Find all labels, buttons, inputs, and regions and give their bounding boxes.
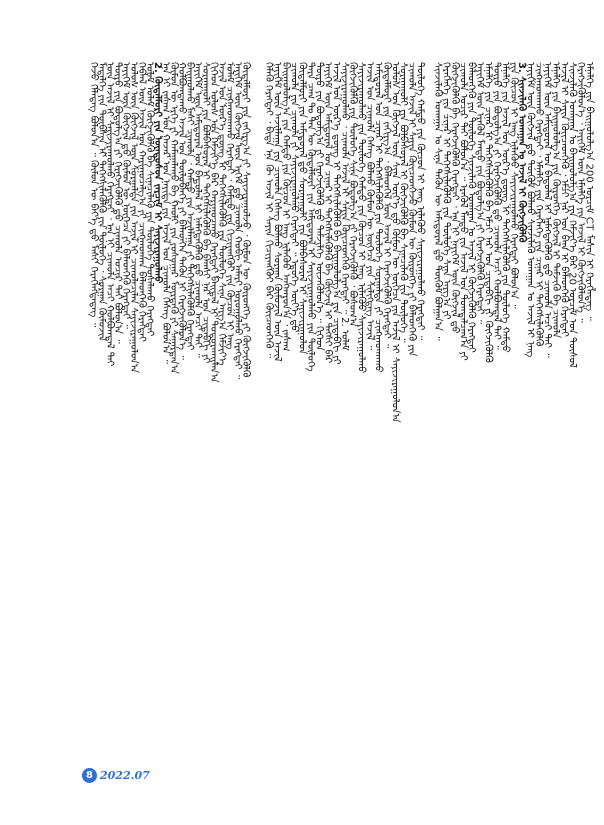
text-line-content: ᠲᠥᠷᠥ ᠶᠢᠨ ᠪᠣᠳᠤᠯᠭ᠎ᠠ ᠶᠢ ᠬᠡᠷᠡᠭᠵᠢᠭᠦᠯᠬᠦ ᠳ᠋ᠦ ᠴᠢᠬᠤᠯᠠ ᠠᠴᠢ ᠬᠣᠯᠪᠣᠭᠳᠠᠯ ᠲᠠᠢ ᠃ [490,62,502,350]
text-line-content: ᠡᠨᠡ ᠨᠢ ᠵᠠᠰᠠᠭ ᠤᠨ ᠭᠠᠵᠠᠷ ᠤᠨ ᠨᠡᠶᠢᠲᠡ ᠶᠢᠨ ᠠᠵᠢᠯ ᠤᠨ ᠴᠢᠬᠤᠯᠠ ᠬᠡᠰᠡᠭ ᠪᠣᠯᠤᠨ᠎ᠠ ᠃ [160,62,171,364]
page-footer [82,766,150,784]
text-line-content: ᠪᠠᠢᠭᠤᠯᠬᠤ ᠮᠠᠰᠢ ᠴᠢᠬᠤᠯᠠ ᠂ ᠬᠠᠮᠲᠤ ᠶᠢᠨ ᠠᠵᠢᠯᠯᠠᠭᠠ ᠶᠢ ᠳᠡᠭᠡᠭᠰᠢᠯᠡᠭᠦᠯᠬᠦ ᠬᠡᠷᠡᠭᠲᠡᠢ [184,62,195,351]
text-line-content: ᠡᠮᠨᠡᠯᠭᠡ ᠶᠢᠨ ᠠᠵᠢᠯ ᠤᠨ ᠦᠷ᠎ᠡ ᠳ᠋ᠦᠩ ᠢ ᠳᠡᠭᠡᠭᠰᠢᠯᠡᠭᠦᠯᠬᠦ ᠶᠢᠨ ᠲᠥᠯᠥᠭᠡ ᠬᠠᠮᠲᠤ [499,62,511,353]
text-line-content: ᠰᠠᠶᠢᠵᠢᠷᠠᠭᠤᠯᠬᠤ ᠂ ᠴᠢᠬᠤᠯᠠ ᠠᠵᠢᠯ ᠢ ᠰᠠᠶᠢᠨ ᠭᠦᠢᠴᠡᠳᠬᠡᠬᠦ ᠬᠡᠷᠡᠭᠲᠡᠢ ᠃ 2. ᠤᠯᠠᠮ [338,62,350,351]
text-line-content: ᠴᠢᠬᠤᠯᠠ ᠤᠴᠢᠷ ᠲᠠᠢ ᠪᠣᠯᠤᠨ᠎ᠠ ᠃ ᠡᠷᠡᠭᠦᠯ ᠮᠡᠨᠳᠦ ᠶᠢᠨ ᠠᠵᠢᠯ ᠤᠨ ᠲᠣᠭᠲᠠᠯᠴᠠᠭ᠎ᠠ ᠶᠢ [457,62,469,361]
text-line-content: ᠦᠨ ᠠᠵᠢᠯ ᠢ ᠰᠠᠶᠢᠵᠢᠷᠠᠭᠤᠯᠬᠤ ᠬᠡᠷᠡᠭᠲᠡᠢ ᠂ ᠡᠨᠡ ᠨᠢ ᠴᠢᠬᠤᠯᠠ ᠠᠴᠢ ᠬᠣᠯᠪᠣᠭᠳᠠᠯ ᠲᠠᠢ [104,62,115,367]
issue-date: 2022.07 [100,768,150,782]
text-line-content: 2. ᠬᠥᠳᠡᠯᠮᠦᠷᠢ ᠶᠢᠨ ᠦᠨᠳᠦᠰᠦᠨ ᠵᠠᠷᠴᠢᠮ ᠢ ᠰᠠᠶᠢᠵᠢᠷᠠᠭᠤᠯᠬᠤ [152,62,163,284]
text-line-content: ᠤᠯᠠᠮ ᠤᠯᠠᠮ ᠬᠥᠭᠵᠢᠭᠦᠯᠬᠦ ᠪᠠ ᠰᠢᠨᠡᠴᠢᠯᠡᠬᠦ ᠶᠢᠨ ᠲᠥᠯᠥᠭᠡ ᠲᠤᠰᠠᠯᠠᠬᠤ ᠬᠡᠷᠡᠭᠲᠡᠢ [144,62,155,337]
text-line-content: ᠬᠡᠯᠡᠬᠦ ᠬᠡᠷᠡᠭᠲᠡᠢ ᠂ ᠪᠢᠳᠡ ᠡᠨᠡ ᠬᠦ ᠠᠵᠢᠯ ᠢ ᠰᠠᠶᠢᠨ ᠬᠢᠴᠢᠶᠡᠩᠭᠦᠢ ᠪᠡᠷ ᠭᠦᠢᠴᠡᠳᠬᠡᠬᠦ ᠃ [263,62,274,359]
text-line-content: ᠬᠡᠷᠡᠭᠵᠢᠭᠦᠯᠦᠨ᠎ᠡ ᠂ ᠨᠡᠶᠢᠭᠡᠮ ᠦᠨ ᠡᠮᠨᠡᠯᠭᠡ ᠶᠢᠨ ᠠᠵᠢᠯ ᠢ ᠬᠥᠭᠵᠢᠭᠦᠯᠦᠨ᠎ᠡ ᠃ [575,62,587,323]
text-line-content: ᠶᠢᠨ ᠬᠦᠴᠦᠨ ᠢ ᠨᠡᠩ ᠢᠯᠡᠭᠦᠦ ᠰᠠᠶᠢᠵᠢᠷᠠᠭᠤᠯᠬᠤ ᠬᠡᠷᠡᠭᠲᠡᠢ ᠪᠣᠯᠤᠨ᠎ᠠ ᠃ [507,62,519,309]
text-line-content: ᠤᠯᠤᠰ ᠦᠨ ᠬᠥᠭᠵᠢᠯ ᠦᠨ ᠰᠤᠷᠭᠠᠯᠲᠠ ᠶᠢᠨ ᠠᠵᠢᠯ ᠢ ᠴᠢᠬᠤᠯᠠᠴᠢᠯᠠᠨ ᠰᠠᠶᠢᠵᠢᠷᠠᠭᠤᠯᠤᠨ᠎ᠠ [128,62,139,374]
text-line-content: ᠬᠥᠳᠡᠯᠮᠦᠷᠢ ᠶᠢᠨ ᠠᠮᠢᠳᠤᠷᠠᠯ ᠳ᠋ᠦ ᠰᠤᠷᠭᠠᠭᠤᠯᠢ ᠶᠢᠨ ᠪᠣᠯᠪᠠᠰᠤᠷᠠᠯ ᠢ ᠰᠠᠶᠢᠵᠢᠷᠠᠭᠤᠯᠤᠨ [296,62,308,355]
text-line-content: ᠬᠥᠭᠵᠢᠭᠦᠯᠬᠦ ᠶᠢᠨ ᠲᠥᠯᠥᠭᠡ ᠰᠢᠨᠡ ᠪᠣᠳᠤᠯᠭ᠎ᠠ ᠶᠢ ᠬᠡᠷᠡᠭᠵᠢᠭᠦᠯᠬᠦ ᠂ ᠪᠣᠰᠣᠭ᠎ᠠ [347,62,359,328]
text-line-content: ᠤᠯᠠᠮ ᠴᠢᠩᠭᠠᠳᠬᠠᠬᠤ ᠬᠡᠷᠡᠭᠲᠡᠢ ᠂ ᠬᠠᠮᠲᠤ ᠶᠢᠨ ᠬᠢᠴᠢᠶᠡᠩᠭᠦᠢ ᠶᠢᠨ ᠬᠦᠴᠦᠨ ᠢ ᠨᠡᠩ [224,62,235,350]
text-line-content: ᠰᠤᠷᠭᠠᠭᠤᠯᠢ ᠶᠢᠨ ᠪᠣᠯᠪᠠᠰᠤᠷᠠᠯ ᠢ ᠳᠡᠭᠡᠭᠰᠢᠯᠡᠭᠦᠯᠬᠦ ᠪᠠ ᠪᠠᠭᠰᠢ ᠨᠠᠷ ᠤᠨ ᠴᠢᠳᠠᠪᠬᠢ ᠶᠢ [200,62,211,364]
text-line-content: ᠬᠥᠳᠡᠯᠮᠦᠷᠢ ᠶᠢᠨ ᠵᠠᠬᠢᠷᠭ᠎ᠠ ᠶᠢ ᠰᠠᠶᠢᠵᠢᠷᠠᠭᠤᠯᠵᠤ ᠂ ᠬᠦᠮᠦᠨ ᠦ ᠬᠥᠷᠥᠩᠭᠡ ᠶᠢ ᠬᠥᠭᠵᠢᠭᠦᠯᠬᠦ [240,62,251,378]
text-line-content: ᠠᠵᠢᠯ ᠤᠨ ᠦᠷ᠎ᠡ ᠳ᠋ᠦᠩ ᠢ ᠳᠡᠭᠡᠭᠰᠢᠯᠡᠭᠦᠯᠬᠦ ᠪᠠ ᠪᠠᠢᠭᠤᠯᠤᠯᠭ᠎ᠠ ᠶᠢᠨ ᠴᠢᠳᠠᠪᠬᠢ ᠶᠢ [330,62,342,365]
text-line-content: ᠲᠥᠷᠥ ᠶᠢᠨ ᠪᠣᠳᠤᠯᠭ᠎ᠠ ᠶᠢ ᠬᠡᠷᠡᠭᠵᠢᠭᠦᠯᠬᠦ ᠳ᠋ᠦ ᠳᠡᠮᠵᠢᠯᠭᠡ ᠦᠵᠡᠭᠦᠯᠦᠨ᠎ᠡ ᠃ ᠬᠢᠭᠡᠳ [313,62,325,351]
text-line-content: ᠰᠠᠶᠢᠵᠢᠷᠠᠭᠤᠯᠬᠤ ᠶᠢᠨ ᠲᠥᠯᠥᠭᠡ ᠬᠠᠮᠲᠤ ᠶᠢᠨ ᠬᠦᠴᠦᠨ ᠢ ᠨᠡᠩ ᠢᠯᠡᠭᠦᠦ ᠰᠠᠶᠢᠵᠢᠷᠠᠭᠤᠯᠬᠤ [355,62,367,374]
text-column-left [86,62,251,752]
text-line-content: ᠭᠡᠵᠦ ᠬᠡᠯᠡᠳᠡᠭ ᠪᠣᠯᠤᠨ᠎ᠠ ᠃ ᠬᠦᠮᠦᠨ ᠦ ᠪᠡᠶ᠎ᠡ ᠳ᠋ᠦ ᠮᠠᠰᠢ ᠬᠡᠷᠡᠭᠯᠡᠭᠳᠡᠳᠡᠭ ᠃ [88,62,99,328]
text-line-content: ᠴᠢᠬᠤᠯᠠ ᠠᠵᠢᠯ ᠢ ᠰᠠᠶᠢᠨ ᠭᠦᠢᠴᠡᠳᠬᠡᠵᠦ ᠬᠦᠮᠦᠨ ᠦ ᠬᠥᠷᠥᠩᠭᠡ ᠶᠢ ᠪᠡᠯᠡᠳᠬᠡᠬᠦ ᠶᠢᠨ [406,62,418,357]
text-line [238,62,252,752]
text-line [413,62,427,752]
text-line-content: ᠮᠡᠳᠡᠯᠭᠡ ᠶᠢᠨ ᠲᠦᠪᠰᠢᠨ ᠢ ᠳᠡᠭᠡᠭᠰᠢᠯᠡᠭᠦᠯᠬᠦ ᠶᠢᠨ ᠲᠥᠯᠥᠭᠡ ᠂ ᠰᠤᠷᠭᠠᠨ ᠬᠥᠮᠦᠵᠢᠯ [96,62,107,341]
text-line-content: ᠲᠥᠷᠥ ᠶᠢᠨ ᠪᠣᠳᠤᠯᠭ᠎ᠠ ᠶᠢ ᠬᠡᠷᠡᠭᠵᠢᠭᠦᠯᠬᠦ ᠳ᠋ᠦ ᠴᠢᠬᠤᠯᠠ ᠤᠴᠢᠷ ᠲᠠᠢ ᠪᠣᠯᠤᠨ᠎ᠠ ᠃ [112,62,123,344]
text-line-content: ᠲᠡᠷᠡ ᠴᠠᠭ ᠲᠤ ᠲᠠᠨ ᠦ ᠬᠥᠳᠡᠯᠮᠦᠷᠢ ᠶᠢᠨ ᠠᠮᠢᠳᠤᠷᠠᠯ ᠢ ᠰᠠᠶᠢᠵᠢᠷᠠᠭᠤᠯᠬᠤ ᠶᠢᠨ ᠲᠥᠯᠥᠭᠡ [305,62,317,372]
text-line-content: ᠨᠡᠶᠢᠭᠡᠮ ᠦᠨ ᠠᠵᠢᠯᠯᠠᠭᠠ ᠶᠢᠨ ᠴᠢᠬᠤᠯᠠ ᠬᠡᠰᠡᠭ ᠪᠣᠯᠬᠤ ᠰᠤᠷᠭᠠᠨ ᠬᠥᠮᠦᠵᠢᠯ ᠦᠨ ᠠᠵᠢᠯ [271,62,283,362]
text-line-content: ᠠᠵᠢᠯ ᠤᠨ ᠦᠷ᠎ᠡ ᠳ᠋ᠦᠩ ᠢ ᠳᠡᠭᠡᠭᠰᠢᠯᠡᠭᠦᠯᠬᠦ ᠶᠢᠨ ᠲᠥᠯᠥᠭᠡ ᠰᠢᠨᠡ ᠠᠷᠭ᠎ᠠ ᠬᠡᠮᠵᠢᠶ᠎ᠡ [216,62,227,366]
text-line-content: ᠨᠡᠶᠢᠭᠡᠮ ᠦᠨ ᠠᠮᠢᠳᠤᠷᠠᠯ ᠤᠨ ᠪᠠᠲᠤᠯᠠᠯ ᠢ ᠨᠡᠮᠡᠭᠳᠡᠭᠦᠯᠬᠦ ᠳ᠋ᠦ ᠴᠢᠬᠤᠯᠠ ᠠᠴᠢ ᠲᠠᠢ ᠃ [192,62,203,358]
text-line-content: ᠴᠢᠩᠭᠠᠳᠬᠠᠬᠤ ᠬᠡᠷᠡᠭᠲᠡᠢ ᠂ ᠡᠮᠨᠡᠯᠭᠡ ᠶᠢᠨ ᠬᠡᠷᠡᠭᠯᠡᠭᠡ ᠶᠢᠨ ᠴᠢᠨᠠᠷ ᠢ ᠳᠡᠭᠡᠭᠰᠢᠯᠡᠭᠦᠯᠬᠦ [533,62,545,347]
text-line-content: ᠠᠵᠢᠯ ᠤᠨ ᠴᠢᠬᠤᠯᠠ ᠬᠡᠰᠡᠭ ᠪᠣᠯᠬᠤ ᠬᠦᠮᠦᠨ ᠦ ᠨᠥᠭᠡᠴᠡ ᠶᠢᠨ ᠰᠢᠯᠢᠭᠳᠡᠭ ᠠᠵᠢᠯ ᠃ [364,62,376,351]
text-line [582,62,596,752]
text-line-content: ᠪᠡᠯᠡᠳᠬᠡᠬᠦ ᠶᠢᠨ ᠲᠥᠯᠥᠭᠡ ᠰᠢᠨᠵᠢᠯᠡᠬᠦ ᠤᠬᠠᠭᠠᠨ ᠤ ᠠᠵᠢᠯ ᠢ ᠬᠥᠭᠵᠢᠭᠦᠯᠬᠦ ᠬᠡᠷᠡᠭᠲᠡᠢ [465,62,477,353]
text-line-content: ᠬᠡᠪᠯᠡᠯ ᠦᠨ ᠠᠵᠢᠯ ᠤᠨ ᠬᠠᠷᠢᠭᠤᠴᠠᠯᠭ᠎ᠠ ᠶᠢ ᠴᠢᠩᠭᠠᠳᠬᠠᠨ ᠪᠡᠯᠡᠳᠬᠡᠬᠦ ᠬᠡᠷᠡᠭᠲᠡᠢ [136,62,147,342]
text-line-content: ᠬᠥᠭᠵᠢᠭᠦᠯᠬᠦ ᠪᠠ ᠬᠡᠷᠡᠭᠵᠢᠭᠦᠯᠬᠦ ᠬᠡᠷᠡᠭᠲᠡᠢ ᠂ ᠡᠨᠡ ᠨᠢ ᠨᠡᠶᠢᠭᠡᠮ ᠦᠨ ᠬᠥᠭᠵᠢᠯ ᠳ᠋ᠦ [448,62,460,334]
text-line-content: ᠡᠮᠨᠡᠯᠭᠡ ᠶᠢᠨ ᠪᠠᠢᠭᠤᠯᠤᠯᠭ᠎ᠠ 200 ᠣᠷᠴᠢᠮ CT ᠮᠠᠰᠢᠨ ᠢ ᠬᠡᠷᠡᠭᠯᠡᠳᠡᠭ ᠃ [583,62,595,321]
page-number-badge: 8 [82,768,97,783]
text-line-content: ᠰᠢᠨᠵᠢᠯᠡᠬᠦ ᠤᠬᠠᠭᠠᠨ ᠤ ᠪᠠᠢᠭᠤᠯᠤᠯᠭ᠎ᠠ ᠶᠢᠨ ᠬᠡᠮᠵᠢᠶ᠎ᠡ ᠪᠡᠷ 20 ᠣᠷᠴᠢᠮ ᠤᠨ ᠲᠥᠰᠥᠯ [566,62,578,368]
text-line-content: ᠬᠦᠮᠦᠨ ᠦ ᠡᠷᠬᠡ ᠶᠢ ᠬᠠᠮᠠᠭᠠᠯᠠᠬᠤ ᠪᠠ ᠬᠠᠤᠯᠢ ᠶᠢᠨ ᠶᠣᠰᠣᠭᠠᠷ ᠮᠥᠷᠳᠡᠬᠦ ᠶᠢ ᠱᠠᠭᠠᠷᠳᠠᠨ᠎ᠠ [168,62,179,374]
text-line-content: ᠰᠢᠨᠵᠢᠯᠡᠬᠦ ᠤᠬᠠᠭᠠᠨ ᠤ ᠰᠢᠨᠡ ᠲᠡᠭᠦᠨ ᠦ ᠠᠮᠢᠳᠤᠷᠠᠯ ᠳ᠋ᠦ ᠳᠥᠭᠥᠮ ᠪᠣᠯᠭᠠᠨ᠎ᠠ ᠃ [432,62,443,341]
text-column-right [430,62,595,752]
text-line-content: ᠬᠣᠯᠪᠣᠭᠳᠠᠬᠤ ᠠᠵᠢᠯ ᠤᠨ ᠲᠥᠯᠥᠪᠯᠡᠭᠡ ᠶᠢ ᠪᠡᠯᠡᠳᠬᠡᠨ ᠲᠡᠭᠦᠨ ᠢ ᠬᠡᠷᠡᠭᠵᠢᠭᠦᠯᠦᠨ᠎ᠡ ᠃ [176,62,187,360]
text-line-content: ᠪᠠᠢᠭᠤᠯᠤᠯᠭ᠎ᠠ ᠶᠢᠨ ᠬᠠᠮᠲᠤ ᠶᠢᠨ ᠬᠦᠴᠦᠨ ᠢ ᠨᠡᠩ ᠢᠯᠡᠭᠦᠦ ᠠᠨᠭᠬᠠᠷᠤᠨ᠎ᠠ ᠂ ᠵᠠᠰᠠᠭ [279,62,291,352]
text-line-content: ᠤᠯᠤᠰ ᠤᠨ ᠬᠥᠭᠵᠢᠯ ᠦᠨ ᠰᠢᠨᠡ ᠦᠶ᠎ᠡ ᠳ᠋ᠦ ᠬᠦᠮᠦᠨ ᠦ ᠨᠥᠭᠡᠴᠡ ᠶᠢᠨ ᠠᠵᠢᠯ ᠢ ᠰᠠᠶᠢᠵᠢᠷᠠᠭᠤᠯᠤᠨ᠎ᠠ [389,62,401,423]
text-line-content: ᠴᠢᠬᠤᠯᠠ ᠶᠢᠨ ᠴᠢᠬᠤᠯᠠ ᠶᠢ ᠰᠠᠶᠢᠵᠢᠷᠠᠭᠤᠯᠬᠤ ᠬᠡᠷᠡᠭᠲᠡᠢ ᠃ ᠡᠳ᠋ᠦᠭᠡ ᠦᠶ᠎ᠡ ᠳ᠋ᠦ [288,62,300,333]
text-line-content: ᠠᠵᠢᠯ ᠢ ᠰᠠᠶᠢᠨ ᠭᠦᠢᠴᠡᠳᠬᠡᠬᠦ ᠂ ᠡᠮᠴᠢ ᠨᠠᠷ ᠤᠨ ᠪᠠᠭ ᠢ ᠪᠡᠯᠡᠳᠬᠡᠬᠦ ᠬᠡᠷᠡᠭᠲᠡᠢ [558,62,570,337]
text-line-content: ᠡᠮᠨᠡᠯᠭᠡ ᠶᠢᠨ ᠪᠠᠢᠭᠤᠯᠤᠯᠭ᠎ᠠ ᠶᠢᠨ ᠬᠥᠷᠥᠩᠭᠡ ᠬᠥᠭᠵᠢᠯ ᠢ ᠳᠡᠮᠵᠢᠬᠦ ᠪᠠ ᠴᠢᠬᠤᠯᠠ [549,62,561,339]
text-line-content: ᠨᠡᠶᠢᠭᠡᠮ ᠦᠨ ᠠᠮᠢᠳᠤᠷᠠᠯ ᠤᠨ ᠪᠠᠲᠤᠯᠠᠯ ᠢ ᠨᠡᠮᠡᠭᠳᠡᠭᠦᠯᠬᠦ ᠳ᠋ᠦ ᠴᠢᠬᠤᠯᠠ ᠠᠴᠢ ᠲᠠᠢ ᠃ [541,62,553,358]
text-line-content: ᠬᠢᠭᠡᠳ ᠤᠯᠤᠰ ᠤᠨ ᠬᠡᠮᠵᠢᠶ᠎ᠡ ᠪᠡᠷ ᠬᠠᠷᠢᠭᠤᠴᠠᠬᠤ ᠬᠡᠷᠡᠭᠲᠡᠢ ᠪᠠᠢᠳᠠᠯ ᠢ ᠲᠣᠳᠤᠷᠬᠠᠢᠯᠠᠨ᠎ᠠ [208,62,219,383]
text-line-content: ᠡᠮᠨᠡᠯᠭᠡ ᠶᠢᠨ ᠴᠢᠨᠠᠷ ᠢ ᠳᠡᠭᠡᠭᠰᠢᠯᠡᠭᠦᠯᠬᠦ ᠪᠠ ᠡᠮᠴᠢ ᠨᠠᠷ ᠤᠨ ᠴᠢᠳᠠᠪᠬᠢ ᠶᠢ ᠬᠥᠭᠵᠢᠭᠦᠯᠬᠦ [482,62,494,363]
text-column-middle [261,62,426,752]
text-line-content: ᠨᠡᠶᠢᠭᠡᠮ ᠦᠨ ᠡᠷᠡᠭᠦᠯ ᠮᠡᠨᠳᠦ ᠶᠢᠨ ᠪᠣᠳᠤᠯᠭ᠎ᠠ ᠶᠢ ᠬᠡᠷᠡᠭᠵᠢᠭᠦᠯᠬᠦ ᠬᠡᠷᠡᠭᠲᠡᠢ ᠃ [474,62,486,325]
text-line-content: ᠲᠥᠯᠥᠭᠡ ᠬᠠᠮᠲᠤ ᠶᠢᠨ ᠬᠦᠴᠦᠨ ᠢ ᠨᠡᠩ ᠢᠯᠡᠭᠦᠦ ᠰᠠᠶᠢᠵᠢᠷᠠᠭᠤᠯᠬᠤ ᠬᠡᠷᠡᠭᠲᠡᠢ ᠃ [414,62,426,341]
text-line-content: ᠨᠡᠶᠢᠭᠡᠮ ᠦᠨ ᠬᠥᠭᠵᠢᠯ ᠦᠨ ᠡᠷᠭᠡᠮ ᠳ᠋ᠦ ᠴᠢᠬᠤᠯᠠ ᠬᠤᠪᠢ ᠨᠡᠮᠡᠷᠢ ᠣᠷᠤᠭᠤᠯᠬᠤ ᠬᠡᠷᠡᠭᠲᠡᠢ ᠃ [232,62,243,380]
text-line-content: ᠬᠡᠷᠡᠭᠯᠡᠭᠡ ᠶᠢᠨ ᠴᠢᠨᠠᠷ ᠢ ᠳᠡᠭᠡᠭᠰᠢᠯᠡᠭᠦᠯᠬᠦ ᠶᠢᠨ ᠲᠥᠯᠥᠭᠡ ᠰᠢᠨᠡ ᠠᠷᠭ᠎ᠠ ᠶᠢ [440,62,452,320]
text-line-content: ᠨᠡᠶᠢᠭᠡᠮ ᠦᠨ ᠠᠮᠢᠳᠤᠷᠠᠯ ᠤᠨ ᠴᠢᠨᠠᠷ ᠢ ᠳᠡᠭᠡᠭᠰᠢᠯᠡᠭᠦᠯᠬᠦ ᠪᠠ ᠬᠥᠭᠵᠢᠯ ᠢ ᠲᠡᠭᠰᠢ ᠪᠡᠷ [321,62,333,364]
text-line-content: 3. ᠰᠢᠨᠵᠢᠯᠡᠬᠦ ᠤᠬᠠᠭᠠᠨ ᠤ ᠠᠵᠢᠯ ᠢ ᠬᠥᠭᠵᠢᠭᠦᠯᠬᠦ [516,62,528,243]
text-line-content: ᠨᠡᠶᠢᠭᠡᠮ ᠦᠨ ᠬᠥᠭᠵᠢᠯ ᠳ᠋ᠦ ᠳᠥᠭᠥᠮ ᠪᠣᠯᠬᠤ ᠰᠢᠨᠵᠢᠯᠡᠬᠦ ᠤᠬᠠᠭᠠᠨ ᠤ ᠠᠵᠢᠯ ᠢ ᠨᠡᠩ [524,62,536,358]
text-line-content: ᠨᠡᠶᠢᠭᠡᠮ ᠦᠨ ᠬᠥᠭᠵᠢᠯ ᠳ᠋ᠦ ᠬᠦᠮᠦᠨ ᠦ ᠨᠥᠭᠡᠴᠡ ᠶᠢ ᠪᠡᠯᠡᠳᠬᠡᠬᠦ ᠬᠡᠷᠡᠭᠲᠡᠢ ᠃ [120,62,131,329]
text-line-content: ᠰᠤᠷᠭᠠᠭᠤᠯᠢ ᠶᠢᠨ ᠪᠣᠯᠪᠠᠰᠤᠷᠠᠯ ᠢ ᠬᠥᠭᠵᠢᠭᠦᠯᠬᠦ ᠪᠠ ᠰᠢᠨᠡᠴᠢᠯᠡᠬᠦ ᠶᠢᠨ ᠲᠥᠯᠥᠭᠡ ᠃ [397,62,409,343]
text-line-content: ᠠᠮᠢᠳᠤᠷᠠᠯ ᠤᠨ ᠴᠢᠨᠠᠷ ᠢ ᠳᠡᠭᠡᠭᠰᠢᠯᠡᠭᠦᠯᠬᠦ ᠶᠢᠨ ᠲᠥᠯᠥᠭᠡ ᠰᠤᠷᠭᠠᠯᠲᠠ ᠶᠢ ᠴᠢᠩᠭᠠᠳᠬᠠᠬᠤ [372,62,384,373]
text-line-content: ᠬᠥᠳᠡᠯᠮᠦᠷᠢ ᠶᠢᠨ ᠵᠠᠬᠢᠷᠭ᠎ᠠ ᠂ ᠪᠡᠯᠡᠳᠬᠡᠯ ᠦᠨ ᠠᠵᠢᠯ ᠢ ᠬᠡᠷᠡᠭᠵᠢᠭᠦᠯᠬᠦ ᠬᠡᠷᠡᠭᠲᠡᠢ ᠃ [380,62,392,349]
